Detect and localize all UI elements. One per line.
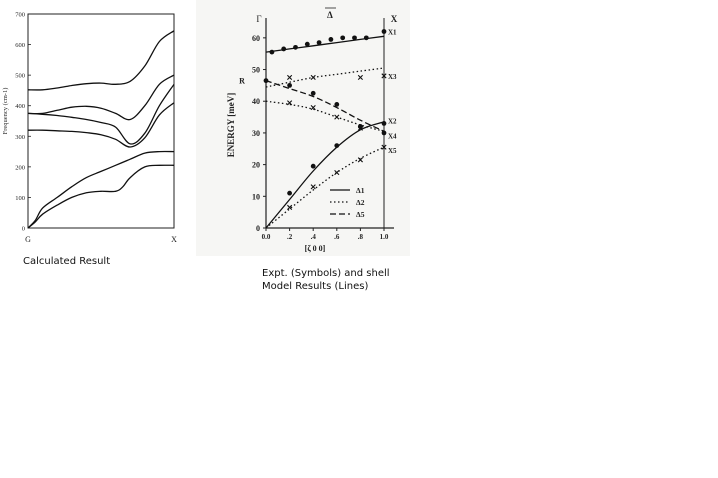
expt-point-dot (287, 83, 292, 88)
expt-point-cross (287, 75, 291, 79)
y-tick-label: 60 (252, 33, 260, 43)
legend-label-3: Δ5 (356, 210, 365, 219)
model-branch-3 (266, 81, 384, 132)
expt-point-cross (335, 115, 339, 119)
x-tick-label: 0.0 (261, 233, 271, 241)
left-label-r: R (239, 76, 245, 86)
expt-point-cross (358, 75, 362, 79)
y-tick-label: 20 (252, 160, 260, 170)
expt-point-dot (382, 131, 387, 136)
right-label-x2: X2 (388, 117, 397, 126)
y-tick-label: 0 (256, 224, 260, 233)
expt-point-dot (293, 45, 298, 50)
x-tick-label: .2 (286, 233, 293, 241)
expt-point-dot (340, 35, 345, 40)
y-axis-label: ENERGY [meV] (226, 92, 236, 158)
dispersion-branch-6 (28, 165, 174, 228)
calculated-dispersion-chart (0, 0, 190, 250)
expt-point-dot (382, 121, 387, 126)
calculated-chart-svg (0, 0, 190, 250)
expt-point-dot (281, 47, 286, 52)
x-tick-label: X (171, 235, 177, 244)
y-axis-label: Frequency (cm-1) (2, 87, 9, 135)
expt-point-dot (382, 29, 387, 34)
expt-point-dot (311, 91, 316, 96)
x-tick-label: .8 (357, 233, 364, 241)
expt-point-cross (311, 105, 315, 109)
y-tick-label: 600 (15, 42, 25, 50)
right-label-x5: X5 (388, 147, 397, 156)
expt-point-dot (329, 37, 334, 42)
expt-point-dot (305, 42, 310, 47)
top-label-x: X (390, 14, 398, 24)
expt-point-dot (311, 164, 316, 169)
dispersion-branch-2 (28, 75, 174, 120)
legend-label-2: Δ2 (356, 198, 365, 207)
expt-point-dot (317, 40, 322, 45)
expt-point-dot (287, 191, 292, 196)
expt-point-cross (311, 185, 315, 189)
x-tick-label: .4 (310, 233, 316, 241)
right-label-x1: X1 (388, 28, 397, 37)
y-tick-label: 700 (15, 11, 25, 19)
expt-point-cross (335, 170, 339, 174)
model-branch-2 (266, 68, 384, 87)
top-label-delta: Δ (327, 10, 333, 20)
y-tick-label: 200 (15, 164, 25, 172)
right-label-x3: X3 (388, 72, 397, 81)
expt-point-dot (364, 35, 369, 40)
expt-point-dot (352, 35, 357, 40)
expt-point-dot (334, 143, 339, 148)
expt-point-dot (358, 124, 363, 129)
expt-point-dot (270, 50, 275, 55)
expt-point-dot (264, 78, 269, 83)
x-tick-label: 1.0 (379, 233, 389, 241)
x-axis-label: [ζ 0 0] (304, 244, 326, 253)
experimental-chart-svg (196, 0, 410, 256)
y-tick-label: 300 (15, 133, 25, 141)
y-tick-label: 500 (15, 72, 25, 80)
y-tick-label: 0 (21, 225, 25, 233)
legend-label-1: Δ1 (356, 186, 365, 195)
x-tick-label: .6 (334, 233, 340, 241)
expt-point-cross (311, 75, 315, 79)
expt-point-dot (334, 102, 339, 107)
dispersion-branch-1 (28, 31, 174, 90)
y-tick-label: 100 (15, 194, 25, 202)
model-branch-5 (266, 122, 384, 228)
right-label-x4: X4 (388, 132, 397, 141)
y-tick-label: 400 (15, 103, 25, 111)
y-tick-label: 50 (252, 65, 260, 75)
x-tick-label: G (25, 235, 31, 244)
top-label-gamma: Γ (256, 14, 262, 24)
dispersion-branch-4 (28, 103, 174, 147)
y-tick-label: 30 (252, 128, 260, 138)
y-tick-label: 40 (252, 97, 260, 107)
expt-point-cross (287, 101, 291, 105)
caption-calculated: Calculated Result (23, 256, 111, 267)
experimental-dispersion-chart (196, 0, 410, 256)
caption-experimental: Expt. (Symbols) and shell Model Results (Lines) (262, 268, 390, 292)
expt-point-cross (358, 158, 362, 162)
y-tick-label: 10 (252, 192, 260, 202)
dispersion-branch-5 (28, 151, 174, 228)
